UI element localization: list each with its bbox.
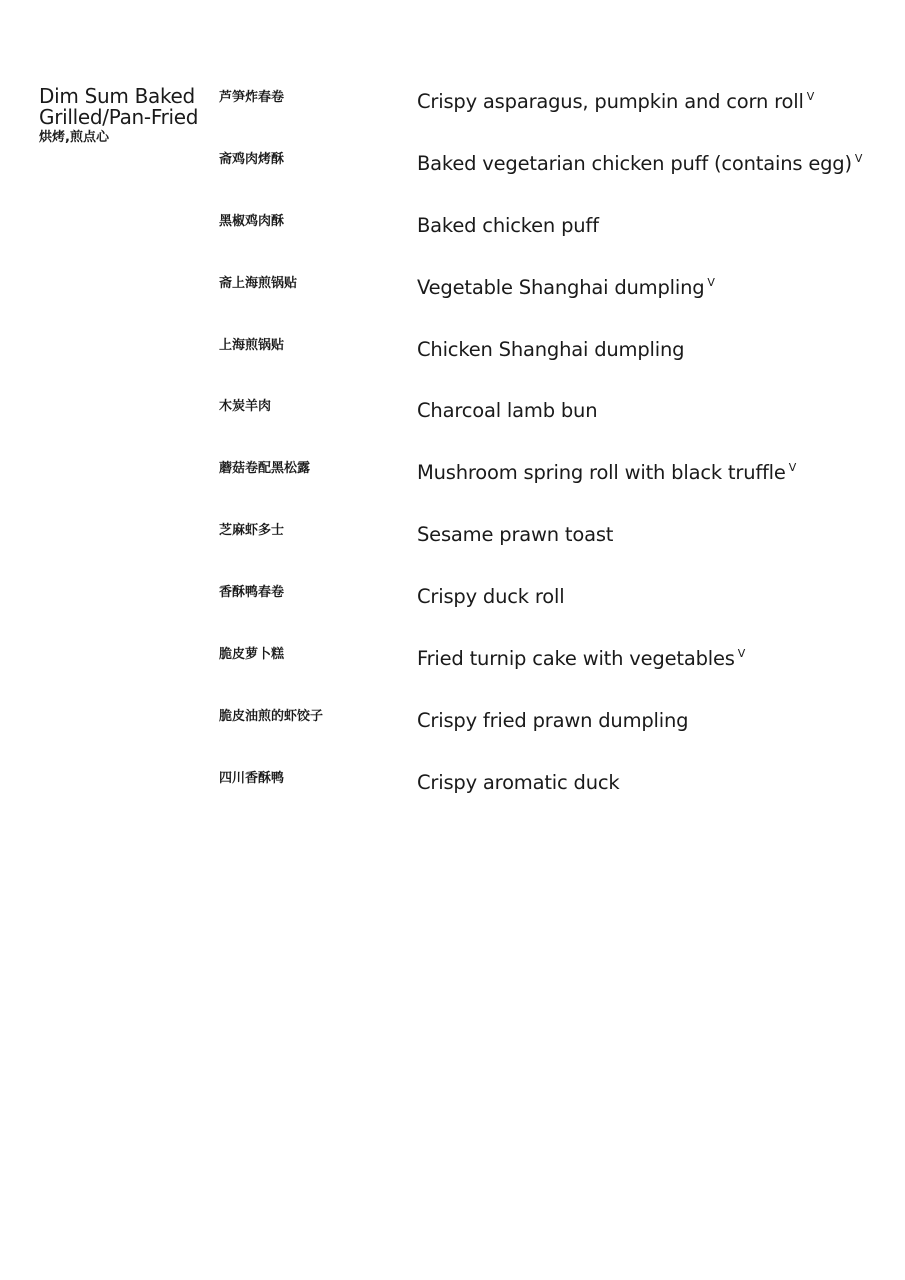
menu-item	[219, 208, 889, 270]
item-name-en-text: Sesame prawn toast	[417, 523, 614, 547]
menu-item	[219, 146, 889, 208]
item-name-zh: 黑椒鸡肉酥	[219, 213, 285, 229]
item-name-zh: 脆皮萝卜糕	[219, 647, 285, 663]
item-name-zh: 上海煎锅贴	[219, 337, 285, 353]
item-name-en-text: Baked vegetarian chicken puff (contains egg)	[417, 151, 852, 175]
vegetarian-mark: V	[854, 151, 863, 165]
section-title-line2: Grilled/Pan-Fried	[39, 105, 199, 129]
item-name-en-text: Charcoal lamb bun	[417, 399, 598, 423]
menu-item	[219, 579, 889, 641]
item-name-zh: 木炭羊肉	[219, 399, 272, 415]
item-name-zh: 蘑菇卷配黑松露	[219, 461, 311, 477]
item-name-zh: 芦笋炸春卷	[219, 90, 285, 105]
item-name-en	[417, 455, 796, 486]
menu-item	[219, 765, 889, 827]
item-name-en	[417, 517, 616, 548]
item-name-en	[417, 146, 862, 177]
item-name-en-text: Vegetable Shanghai dumpling	[417, 275, 705, 299]
vegetarian-mark: V	[737, 647, 746, 661]
item-name-zh: 香酥鸭春卷	[219, 585, 285, 601]
item-name-en-text: Crispy aromatic duck	[417, 770, 620, 794]
section-title-zh: 烘烤,煎点心	[39, 130, 109, 145]
item-name-en-text: Crispy asparagus, pumpkin and corn roll	[417, 90, 804, 113]
item-name-zh: 四川香酥鸭	[219, 770, 285, 786]
menu-item	[219, 455, 889, 517]
item-name-en-text: Chicken Shanghai dumpling	[417, 337, 685, 361]
item-name-en	[417, 332, 687, 363]
section-title-line1: Dim Sum Baked	[39, 84, 195, 108]
section-heading	[39, 86, 214, 147]
menu-item	[219, 641, 889, 703]
menu-list	[219, 84, 889, 827]
vegetarian-mark: V	[788, 461, 797, 475]
item-name-en	[417, 765, 622, 796]
menu-item	[219, 270, 889, 332]
item-name-en-text: Mushroom spring roll with black truffle	[417, 461, 786, 485]
menu-item	[219, 84, 889, 146]
item-name-en-text: Fried turnip cake with vegetables	[417, 647, 735, 671]
menu-item	[219, 332, 889, 394]
menu-item	[219, 703, 889, 765]
item-name-en	[417, 579, 567, 610]
item-name-en-text: Crispy duck roll	[417, 585, 565, 609]
item-name-en-text: Crispy fried prawn dumpling	[417, 708, 689, 732]
item-name-zh: 斋鸡肉烤酥	[219, 151, 285, 167]
item-name-zh: 芝麻虾多士	[219, 523, 285, 539]
item-name-en	[417, 393, 600, 424]
item-name-en	[417, 641, 745, 672]
item-name-zh: 斋上海煎锅贴	[219, 275, 298, 291]
menu-item	[219, 517, 889, 579]
vegetarian-mark: V	[806, 90, 815, 103]
item-name-en-text: Baked chicken puff	[417, 213, 599, 237]
item-name-en	[417, 703, 691, 734]
item-name-zh: 脆皮油煎的虾饺子	[219, 708, 324, 724]
item-name-en	[417, 84, 814, 115]
item-name-en	[417, 270, 715, 301]
item-name-en	[417, 208, 602, 239]
vegetarian-mark: V	[707, 275, 715, 289]
menu-item	[219, 393, 889, 455]
